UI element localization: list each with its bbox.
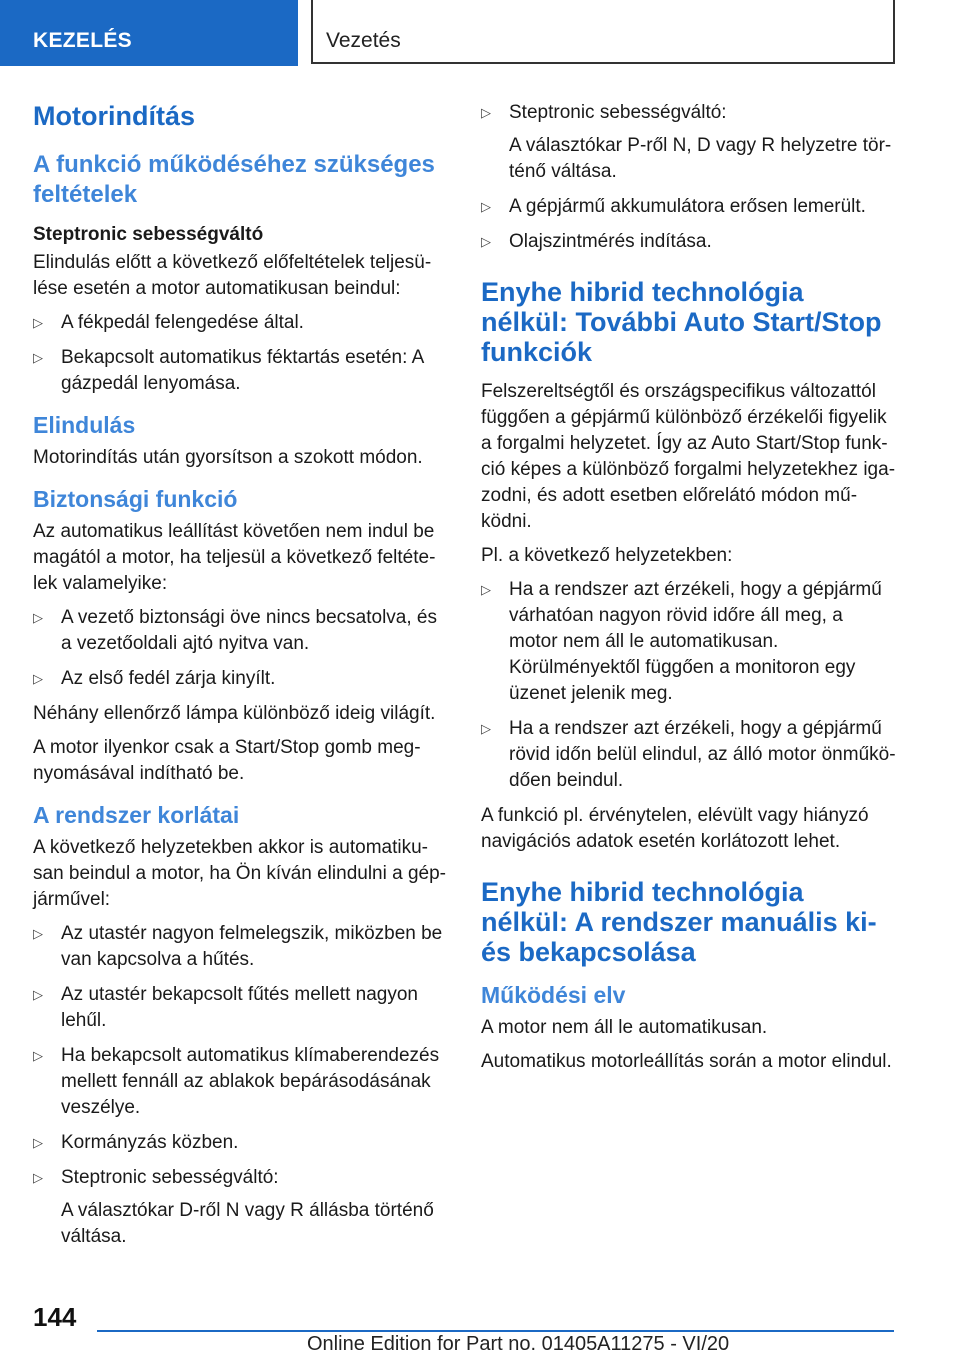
- right-column: [481, 100, 896, 1083]
- list-item: [33, 1130, 448, 1156]
- list-item-text: Ha a rendszer azt érzékeli, hogy a gépjármű várhatóan nagyon rövid időre áll meg, a motor nem áll le automatikusan. Körülményektől függően a monitoron egy üzenet jelenik meg.: [509, 579, 882, 704]
- list-item: [481, 577, 896, 707]
- triangle-right-icon: ▷: [33, 350, 43, 365]
- list-item-text: Steptronic sebességváltó:: [61, 1167, 279, 1188]
- limits-list: [33, 921, 448, 1250]
- triangle-right-icon: ▷: [481, 199, 491, 214]
- triangle-right-icon: ▷: [33, 315, 43, 330]
- list-item: [481, 716, 896, 794]
- edition-text: Online Edition for Part no. 01405A11275 - VI/20: [307, 1333, 730, 1355]
- list-item-text: Bekapcsolt automatikus féktartás esetén: A gázpedál lenyomása.: [61, 347, 424, 394]
- continued-list: [481, 100, 896, 255]
- steptronic-heading: Steptronic sebességváltó: [33, 224, 264, 245]
- triangle-right-icon: ▷: [481, 105, 491, 120]
- list-item: [33, 666, 448, 692]
- triangle-right-icon: ▷: [33, 610, 43, 625]
- elindulas-text: Motorindítás után gyorsítson a szokott módon.: [33, 447, 423, 468]
- safety-text: Az automatikus leállítást követően nem indul be magától a motor, ha teljesül a következő feltételek valamelyike:: [33, 521, 436, 594]
- list-item: [481, 229, 896, 255]
- hybrid-functions-note: A funkció pl. érvénytelen, elévült vagy hiányzó navigációs adatok esetén korlátozott lehet.: [481, 805, 869, 852]
- list-item: [481, 100, 896, 185]
- limits-text: A következő helyzetekben akkor is automatikusan beindul a motor, ha Ön kíván elindulni a gépjárművel:: [33, 837, 446, 910]
- safety-heading: Biztonsági funkció: [33, 486, 238, 512]
- safety-note: Néhány ellenőrző lámpa különböző ideig világít.: [33, 703, 436, 724]
- list-item-text: Ha bekapcsolt automatikus klímaberendezés mellett fennáll az ablakok bepárásodásának veszélye.: [61, 1045, 440, 1118]
- list-item: [481, 194, 896, 220]
- list-item: [33, 1043, 448, 1121]
- left-column: [33, 100, 448, 1259]
- triangle-right-icon: ▷: [33, 1048, 43, 1063]
- manual-toggle-heading: Enyhe hibrid technológia nélkül: A rendszer manuális ki- és bekapcsolása: [481, 877, 877, 967]
- principle-text: Automatikus motorleállítás során a motor elindul.: [481, 1051, 892, 1072]
- list-item-text: Az utastér nagyon felmelegszik, miközben be van kapcsolva a hűtés.: [61, 923, 443, 970]
- list-item-text: A gépjármű akkumulátora erősen lemerült.: [509, 196, 866, 217]
- conditions-list: [33, 310, 448, 397]
- list-item-text: A fékpedál felengedése által.: [61, 312, 304, 333]
- elindulas-heading: Elindulás: [33, 412, 136, 438]
- principle-text: A motor nem áll le automatikusan.: [481, 1017, 768, 1038]
- list-item: [33, 982, 448, 1034]
- list-item-text: Kormányzás közben.: [61, 1132, 239, 1153]
- list-item: [33, 921, 448, 973]
- list-item-text: Steptronic sebességváltó:: [509, 102, 727, 123]
- triangle-right-icon: ▷: [481, 234, 491, 249]
- hybrid-functions-list: [481, 577, 896, 794]
- list-item: [33, 605, 448, 657]
- list-item-text: Ha a rendszer azt érzékeli, hogy a gépjármű rövid időn belül elindul, az álló motor önműködően beindul.: [509, 718, 896, 791]
- page-number: 144: [33, 1302, 77, 1332]
- hybrid-functions-heading: Enyhe hibrid technológia nélkül: További Auto Start/Stop funkciók: [481, 277, 882, 367]
- list-item: [33, 310, 448, 336]
- safety-note: A motor ilyenkor csak a Start/Stop gomb megnyomásával indítható be.: [33, 737, 421, 784]
- triangle-right-icon: ▷: [481, 582, 491, 597]
- triangle-right-icon: ▷: [33, 1170, 43, 1185]
- list-item-text: A vezető biztonsági öve nincs becsatolva, és a vezetőoldali ajtó nyitva van.: [61, 607, 438, 654]
- list-item-subtext: A választókar P-ről N, D vagy R helyzetre történő váltása.: [509, 135, 892, 182]
- triangle-right-icon: ▷: [481, 721, 491, 736]
- page-title: Motorindítás: [33, 101, 195, 131]
- triangle-right-icon: ▷: [33, 1135, 43, 1150]
- list-item-text: Az első fedél zárja kinyílt.: [61, 668, 276, 689]
- triangle-right-icon: ▷: [33, 987, 43, 1002]
- chapter-tab: KEZELÉS: [0, 0, 298, 66]
- conditions-heading: A funkció működéséhez szükséges feltételek: [33, 151, 435, 208]
- section-title: Vezetés: [311, 0, 895, 64]
- triangle-right-icon: ▷: [33, 671, 43, 686]
- hybrid-functions-text: Felszereltségtől és országspecifikus változattól függően a gépjármű különböző érzékelői figyelik a forgalmi helyzetet. Így az Auto Start/Stop funkció képes a különböző forgalmi helyzetekhez igazodni, és adott esetben előrelátó módon működni.: [481, 381, 896, 532]
- principle-heading: Működési elv: [481, 982, 626, 1008]
- hybrid-functions-lead: Pl. a következő helyzetekben:: [481, 545, 733, 566]
- conditions-intro: Elindulás előtt a következő előfeltételek teljesülése esetén a motor automatikusan beindul:: [33, 252, 432, 299]
- list-item: [33, 345, 448, 397]
- limits-heading: A rendszer korlátai: [33, 802, 240, 828]
- footer-divider: [97, 1330, 894, 1332]
- triangle-right-icon: ▷: [33, 926, 43, 941]
- list-item-text: Olajszintmérés indítása.: [509, 231, 712, 252]
- list-item-subtext: A választókar D-ről N vagy R állásba történő váltása.: [61, 1200, 434, 1247]
- list-item: [33, 1165, 448, 1250]
- list-item-text: Az utastér bekapcsolt fűtés mellett nagyon lehűl.: [61, 984, 418, 1031]
- safety-list: [33, 605, 448, 692]
